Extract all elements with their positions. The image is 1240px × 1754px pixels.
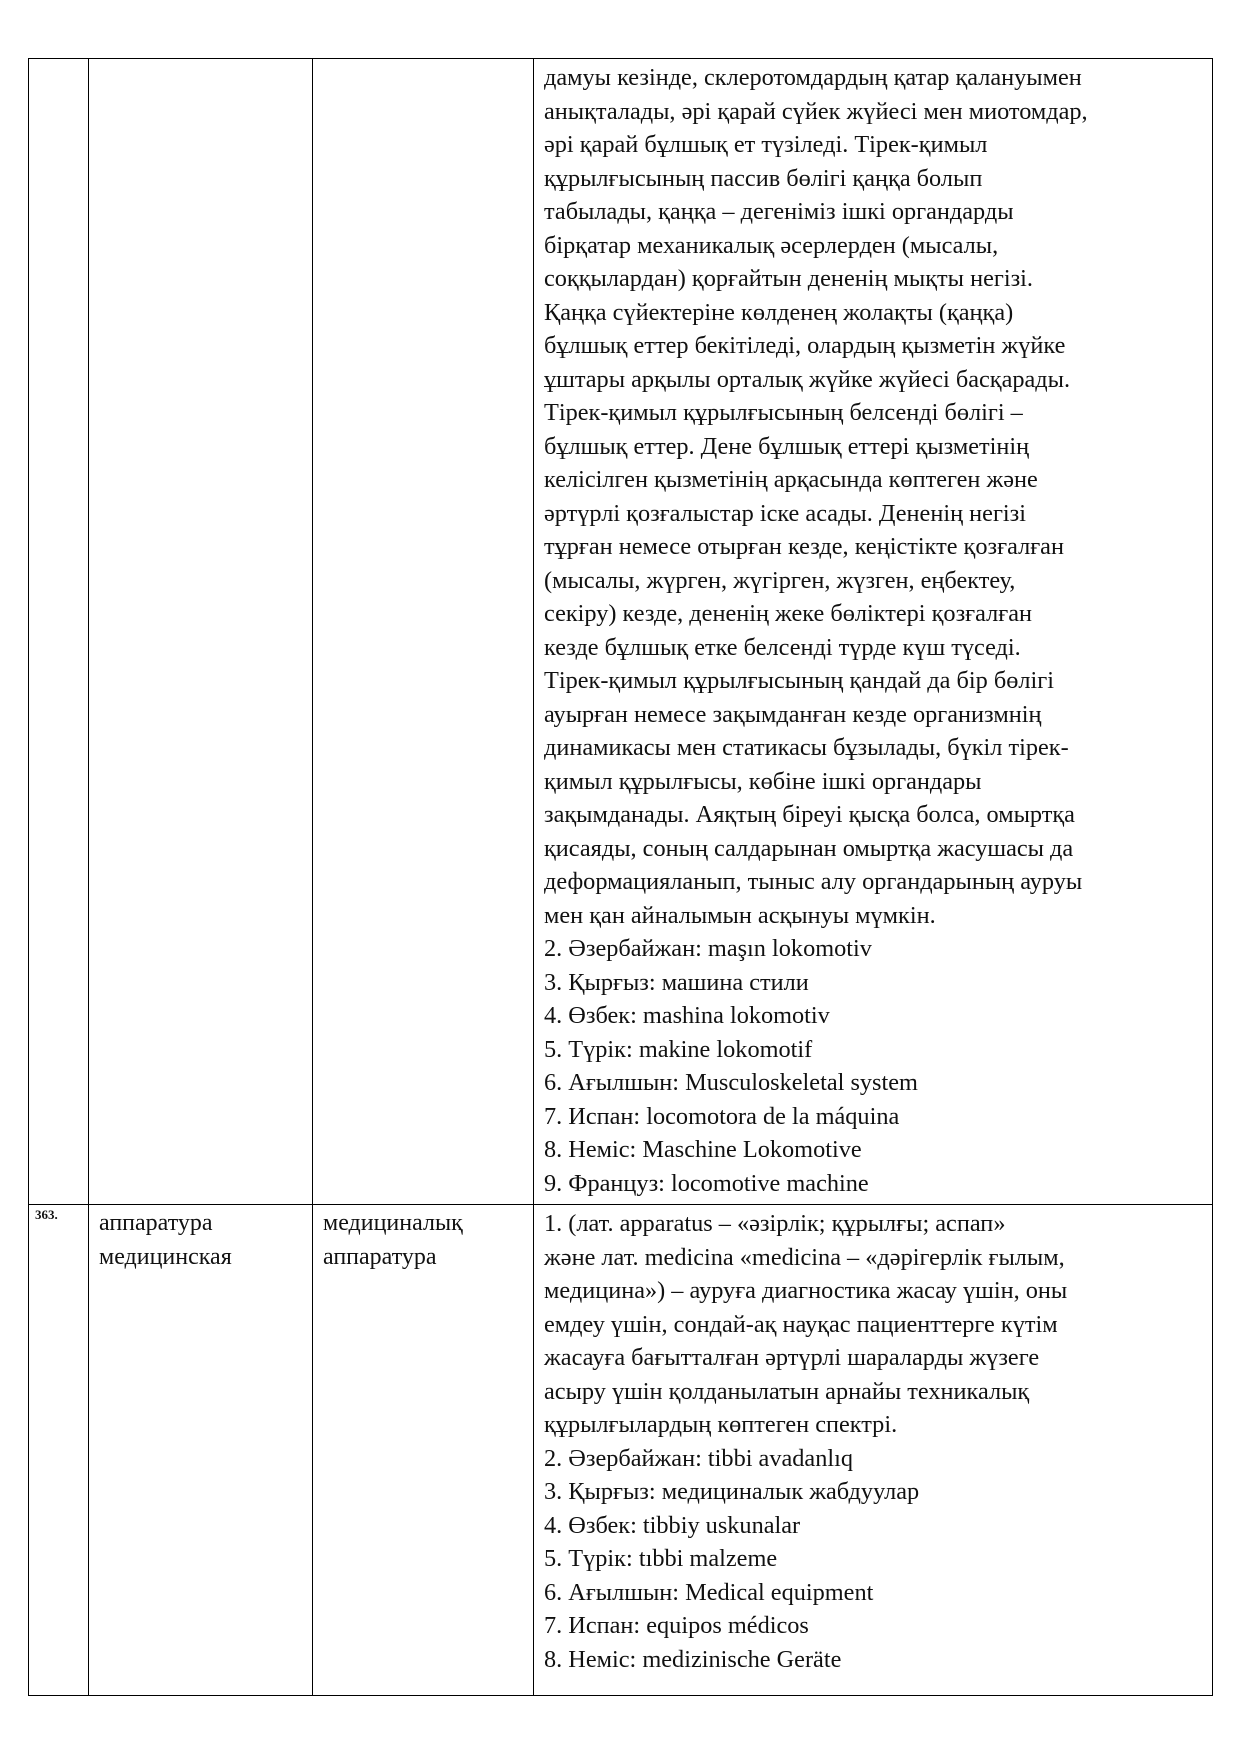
definition-line: құрылғысының пассив бөлігі қаңқа болып [544,164,983,192]
term-russian [89,59,313,1205]
definition-line: 3. Қырғыз: машина стили [544,968,809,996]
definition-line: Тірек-қимыл құрылғысының қандай да бір бөлігі [544,667,1054,694]
definition-line: бұлшық еттер. Дене бұлшық еттері қызметінің [544,432,1030,460]
definition-line: 5. Түрік: makine lokomotif [544,1035,813,1063]
definition-line: мен қан айналымын асқынуы мүмкін. [544,901,936,929]
definition-line: 6. Ағылшын: Medical equipment [544,1578,874,1606]
term-kazakh: медициналық аппаратура [313,1205,534,1696]
definition-line: 7. Испан: locomotora de la máquina [544,1102,900,1130]
definition-line: қимыл құрылғысы, көбіне ішкі органдары [544,767,982,795]
definition-line: 8. Неміс: Maschine Lokomotive [544,1136,862,1163]
definition-line: (мысалы, жүрген, жүгірген, жүзген, еңбектеу, [544,566,1016,594]
entry-number [29,59,89,1205]
definition-line: және лат. medicina «medicina – «дәрігерлік ғылым, [544,1243,1065,1271]
definition-line: 4. Өзбек: mashina lokomotiv [544,1002,830,1029]
definition-line: бұлшық еттер бекітіледі, олардың қызметін жүйке [544,332,1066,359]
table-row [29,59,1213,1205]
definition-line: дамуы кезінде, склеротомдардың қатар қалануымен [544,64,1082,91]
term-russian: аппаратура медицинская [89,1205,313,1696]
table-row [29,1205,1213,1696]
definition-line: кезде бұлшық етке белсенді түрде күш түседі. [544,633,1021,661]
entry-number: 363. [29,1205,89,1696]
definition-line: ұштары арқылы орталық жүйке жүйесі басқарады. [544,365,1071,393]
definition-line: әртүрлі қозғалыстар іске асады. Дененің негізі [544,499,1027,527]
definition-line: құрылғылардың көптеген спектрі. [544,1411,898,1438]
definition-line: медицина») – ауруға диагностика жасау үшін, оны [544,1277,1068,1304]
term-kazakh [313,59,534,1205]
definition-line: қисаяды, соның салдарынан омыртқа жасушасы да [544,834,1074,862]
definition-line: динамикасы мен статикасы бұзылады, бүкіл тірек- [544,734,1069,761]
definition-line: деформацияланып, тыныс алу органдарының ауруы [544,868,1083,895]
definition-line: 6. Ағылшын: Musculoskeletal system [544,1069,918,1096]
definition-line: Қаңқа сүйектеріне көлденең жолақты (қаңқа) [544,298,1014,326]
definition-line: 7. Испан: equipos médicos [544,1612,809,1639]
definition-line: жасауға бағытталған әртүрлі шараларды жүзеге [544,1344,1040,1371]
dictionary-table [28,58,1213,1696]
definition-line: ауырған немесе зақымданған кезде организмнің [544,700,1042,728]
definition-line: 5. Түрік: tıbbi malzeme [544,1545,778,1572]
definition-line: 2. Әзербайжан: tibbi avadanlıq [544,1444,853,1472]
definition-line: зақымданады. Аяқтың біреуі қысқа болса, омыртқа [544,801,1075,828]
definition-line: 4. Өзбек: tibbiy uskunalar [544,1511,801,1539]
definition-line: 2. Әзербайжан: maşın lokomotiv [544,935,872,962]
definition-line: келісілген қызметінің арқасында көптеген және [544,466,1038,493]
definition-line: бірқатар механикалық әсерлерден (мысалы, [544,231,999,259]
definition-cell [534,1205,1213,1696]
definition-line: соққылардан) қорғайтын дененің мықты негізі. [544,265,1033,292]
definition-line: асыру үшін қолданылатын арнайы техникалық [544,1377,1030,1405]
definition-cell [534,59,1213,1205]
definition-line: тұрған немесе отырған кезде, кеңістікте қозғалған [544,533,1064,560]
definition-line: 8. Неміс: medizinische Geräte [544,1645,842,1673]
definition-line: 9. Француз: locomotive machine [544,1169,869,1197]
definition-line: табылады, қаңқа – дегеніміз ішкі органдарды [544,198,1014,225]
definition-line: 1. (лат. apparatus – «әзірлік; құрылғы; аспап» [544,1210,1006,1237]
definition-line: емдеу үшін, сондай-ақ науқас пациенттерге күтім [544,1310,1058,1338]
definition-line: секіру) кезде, дененің жеке бөліктері қозғалған [544,600,1033,627]
definition-line: 3. Қырғыз: медициналык жабдуулар [544,1478,920,1505]
definition-line: әрі қарай бұлшық ет түзіледі. Тірек-қимыл [544,131,988,158]
definition-line: анықталады, әрі қарай сүйек жүйесі мен миотомдар, [544,97,1088,125]
definition-line: Тірек-қимыл құрылғысының белсенді бөлігі – [544,399,1023,426]
